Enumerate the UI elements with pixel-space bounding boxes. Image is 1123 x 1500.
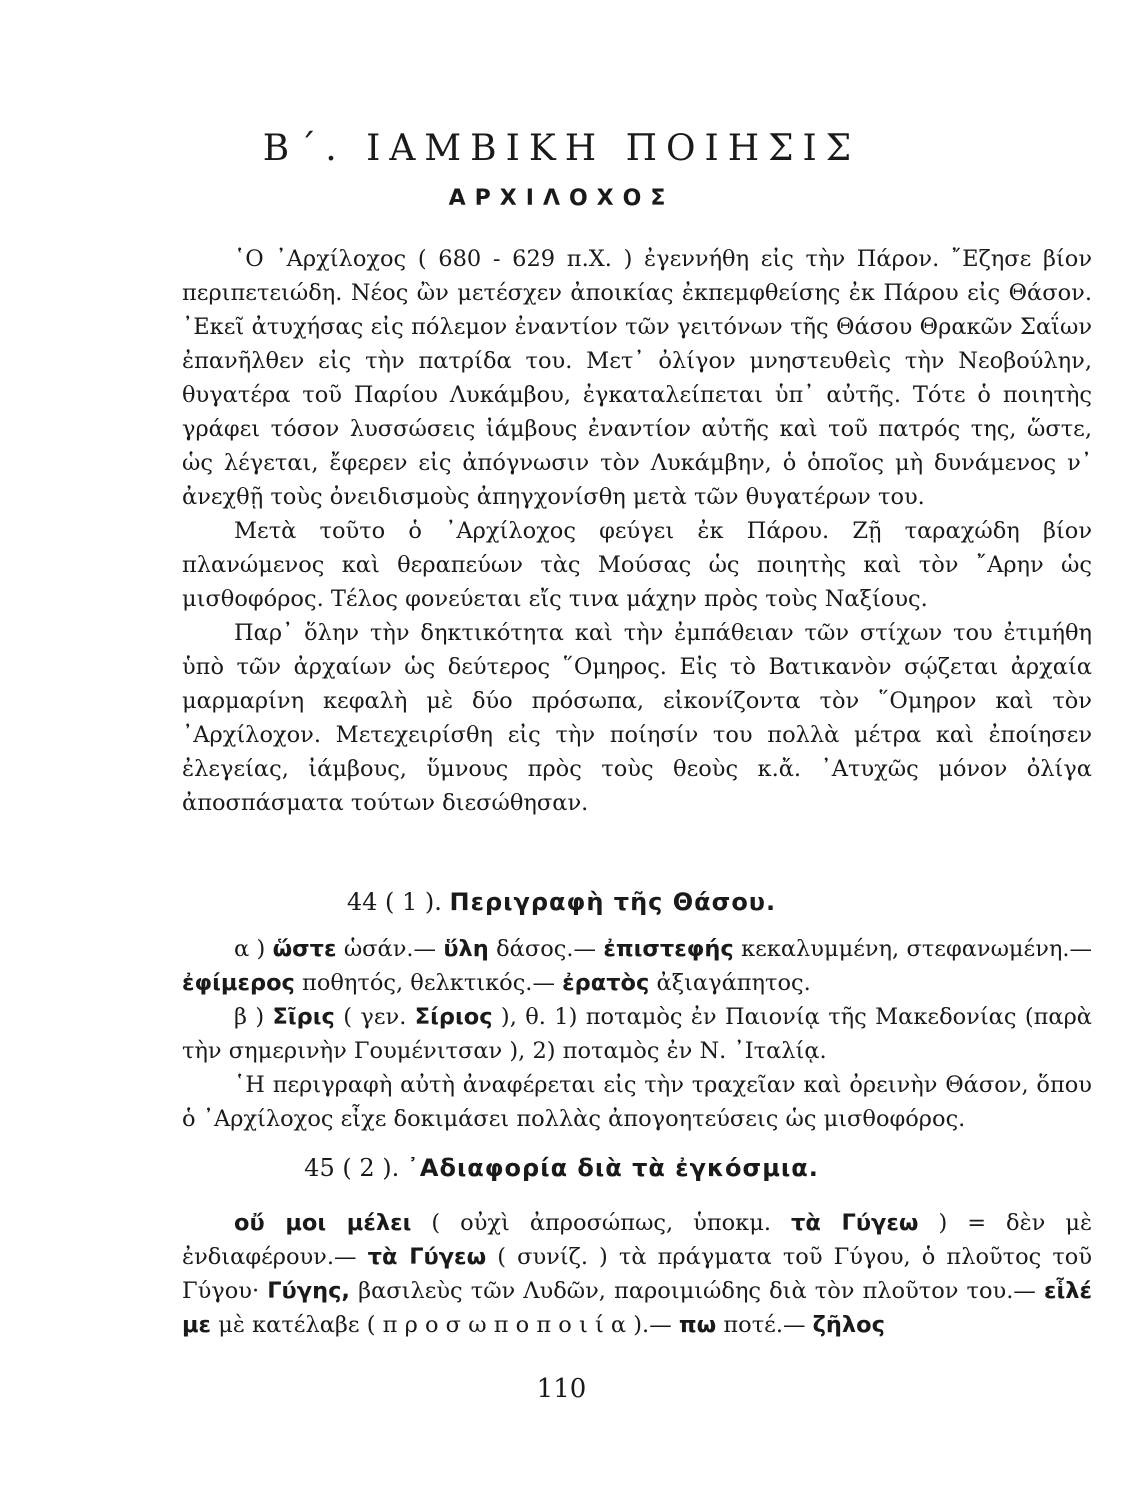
gloss-term: Σῖρις <box>272 1004 335 1030</box>
note-paragraph: οὔ μοι μέλει ( οὐχὶ ἀπροσώπως, ὑποκμ. τὰ Γύγεω ) = δὲν μὲ ἐνδιαφέρουν.— τὰ Γύγεω ( συνίζ. ) τὰ πράγματα τοῦ Γύγου, ὁ πλοῦτος τοῦ Γύγου· Γύγης, βασιλεὺς τῶν Λυδῶν, παροιμιώδης διὰ τὸν πλοῦτον του.— εἷλέ με μὲ κατέλαβε ( π ρ ο σ ω π ο π ο ι ί α ).— πω ποτέ.— ζῆλος <box>182 1210 1093 1338</box>
section-44-notes <box>182 932 1092 1136</box>
page-number: 110 <box>536 1374 587 1404</box>
chapter-title: Β΄. ΙΑΜΒΙΚΗ ΠΟΙΗΣΙΣ <box>262 128 861 169</box>
gloss-term: ἐφίμερος <box>182 970 295 996</box>
gloss-term: τὰ Γύγεω <box>367 1244 487 1270</box>
biography-text <box>182 242 1092 820</box>
bio-paragraph: Παρ᾿ ὅλην τὴν δηκτικότητα καὶ τὴν ἐμπάθειαν τῶν στίχων του ἐτιμήθη ὑπὸ τῶν ἀρχαίων ὡς δεύτερος ῞Ομηρος. Εἰς τὸ Βατικανὸν σῴζεται ἀρχαία μαρμαρίνη κεφαλὴ μὲ δύο πρόσωπα, εἰκονίζοντα τὸν ῞Ομηρον καὶ τὸν ᾿Αρχίλοχον. Μετεχειρίσθη εἰς τὴν ποίησίν του πολλὰ μέτρα καὶ ἐποίησεν ἐλεγείας, ἰάμβους, ὕμνους πρὸς τοὺς θεοὺς κ.ἄ. ᾿Ατυχῶς μόνον ὀλίγα ἀποσπάσματα τούτων διεσώθησαν. <box>182 620 1092 816</box>
note-a: α ) ὥστε ὡσάν.— ὕλη δάσος.— ἐπιστεφής κεκαλυμμένη, στεφανωμένη.— ἐφίμερος ποθητός, θελκτικός.— ἐρατὸς ἀξιαγάπητος. <box>182 936 1093 996</box>
section-title: Περιγραφὴ τῆς Θάσου. <box>449 888 777 916</box>
section-number: 45 ( 2 ). <box>304 1154 400 1182</box>
gloss-term: ὥστε <box>272 936 337 962</box>
gloss-term: τὰ Γύγεω <box>791 1210 919 1236</box>
section-44-heading <box>0 888 1123 916</box>
section-45-notes <box>182 1206 1092 1342</box>
gloss-term: εἷλέ με <box>182 1278 1093 1338</box>
gloss-term: Σίριος <box>414 1004 493 1030</box>
note-b: β ) Σῖρις ( γεν. Σίριος ), θ. 1) ποταμὸς ἐν Παιονίᾳ τῆς Μακεδονίας (παρὰ τὴν σημερινὴν Γουμένιτσαν ), 2) ποταμὸς ἐν Ν. ᾿Ιταλίᾳ. <box>182 1004 1092 1064</box>
gloss-term: ὕλη <box>443 936 489 962</box>
bio-paragraph: ῾Ο ᾿Αρχίλοχος ( 680 - 629 π.Χ. ) ἐγεννήθη εἰς τὴν Πάρον. ῎Εζησε βίον περιπετειώδη. Νέος ὢν μετέσχεν ἀποικίας ἐκπεμφθείσης ἐκ Πάρου εἰς Θάσον. ᾿Εκεῖ ἀτυχήσας εἰς πόλεμον ἐναντίον τῶν γειτόνων τῆς Θάσου Θρακῶν Σαΐων ἐπανῆλθεν εἰς τὴν πατρίδα του. Μετ᾿ ὀλίγον μνηστευθεὶς τὴν Νεοβούλην, θυγατέρα τοῦ Παρίου Λυκάμβου, ἐγκαταλείπεται ὑπ᾿ αὐτῆς. Τότε ὁ ποιητὴς γράφει τόσον λυσσώσεις ἰάμβους ἐναντίον αὐτῆς καὶ τοῦ πατρός της, ὥστε, ὡς λέγεται, ἔφερεν εἰς ἀπόγνωσιν τὸν Λυκάμβην, ὁ ὁποῖος μὴ δυνάμενος ν᾿ ἀνεχθῇ τοὺς ὀνειδισμοὺς ἀπηγχονίσθη μετὰ τῶν θυγατέρων του. <box>182 246 1092 510</box>
note-remark: ῾Η περιγραφὴ αὐτὴ ἀναφέρεται εἰς τὴν τραχεῖαν καὶ ὀρεινὴν Θάσον, ὅπου ὁ ᾿Αρχίλοχος εἶχε δοκιμάσει πολλὰς ἀπογοητεύσεις ὡς μισθοφόρος. <box>182 1072 1092 1132</box>
section-45-heading <box>0 1154 1123 1182</box>
gloss-term: Γύγης, <box>267 1278 350 1304</box>
gloss-term: πω <box>678 1312 717 1338</box>
bio-paragraph: Μετὰ τοῦτο ὁ ᾿Αρχίλοχος φεύγει ἐκ Πάρου. Ζῇ ταραχώδη βίον πλανώμενος καὶ θεραπεύων τὰς Μούσας ὡς ποιητὴς καὶ τὸν ῎Αρην ὡς μισθοφόρος. Τέλος φονεύεται εἴς τινα μάχην πρὸς τοὺς Ναξίους. <box>182 518 1092 612</box>
gloss-term: ἐπιστεφής <box>603 936 734 962</box>
section-number: 44 ( 1 ). <box>346 888 442 916</box>
gloss-term: ζῆλος <box>812 1312 885 1338</box>
gloss-term: οὔ μοι μέλει <box>234 1210 412 1236</box>
author-heading: ΑΡΧΙΛΟΧΟΣ <box>448 186 675 211</box>
section-title: ᾿Αδιαφορία διὰ τὰ ἐγκόσμια. <box>406 1154 819 1182</box>
gloss-term: ἐρατὸς <box>562 970 650 996</box>
